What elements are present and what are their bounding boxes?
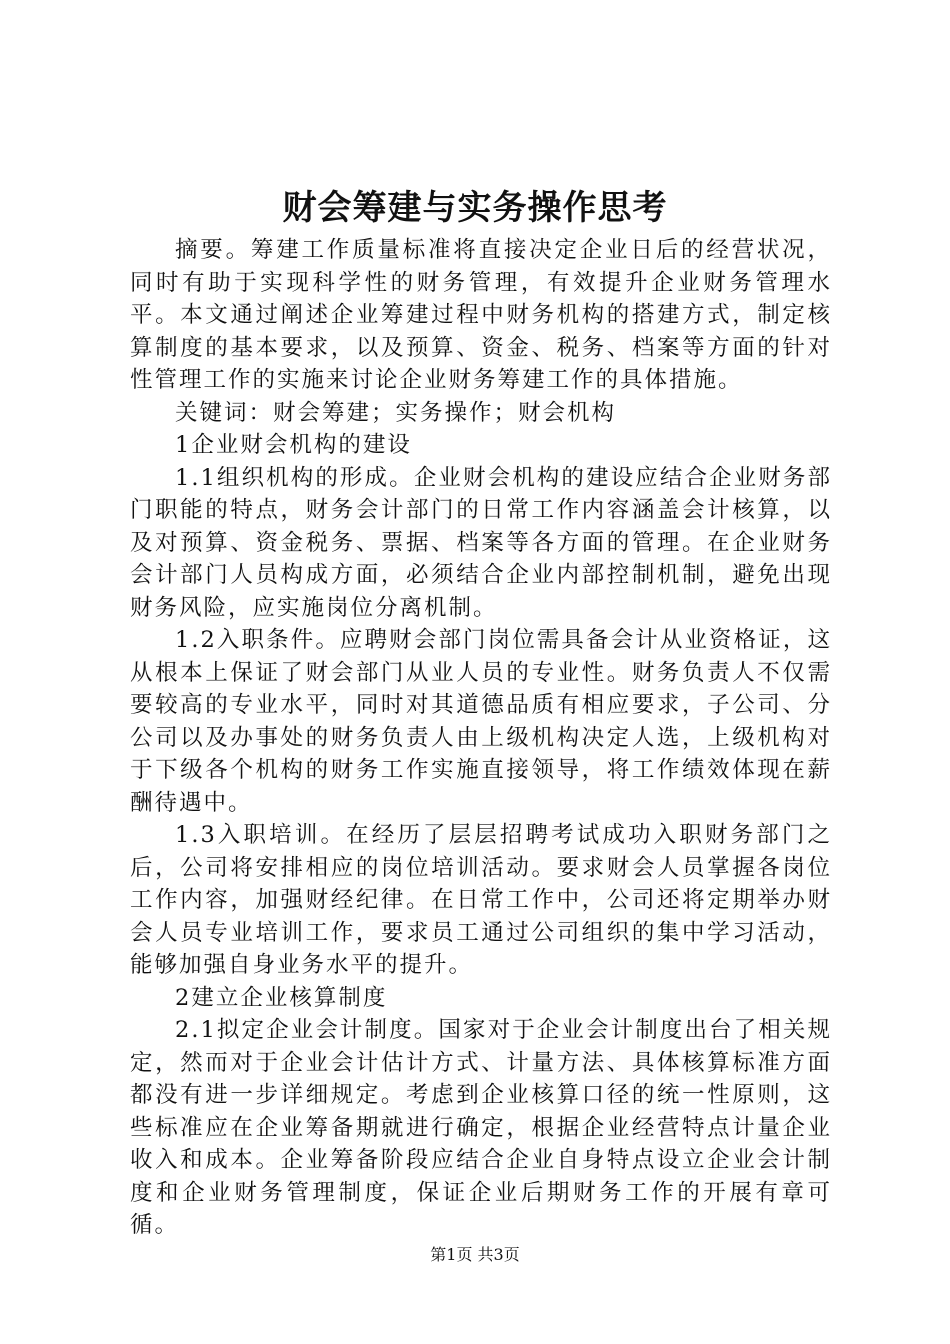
section-heading: 1企业财会机构的建设 bbox=[175, 432, 412, 458]
body-paragraph: 1.3入职培训。在经历了层层招聘考试成功入职财务部门之后，公司将安排相应的岗位培训活动。要求财会人员掌握各岗位工作内容，加强财经纪律。在日常工作中，公司还将定期举办财会人员专业培训工作，要求员工通过公司组织的集中学习活动，能够加强自身业务水平的提升。 bbox=[130, 822, 832, 978]
body-paragraph: 1.1组织机构的形成。企业财会机构的建设应结合企业财务部门职能的特点，财务会计部门的日常工作内容涵盖会计核算，以及对预算、资金税务、票据、档案等各方面的管理。在企业财务会计部门人员构成方面，必须结合企业内部控制机制，避免出现财务风险，应实施岗位分离机制。 bbox=[130, 464, 832, 621]
abstract-paragraph: 摘要。筹建工作质量标准将直接决定企业日后的经营状况，同时有助于实现科学性的财务管理，有效提升企业财务管理水平。本文通过阐述企业筹建过程中财务机构的搭建方式，制定核算制度的基本要求，以及预算、资金、税务、档案等方面的针对性管理工作的实施来讨论企业财务筹建工作的具体措施。 bbox=[130, 237, 832, 393]
document-title: 财会筹建与实务操作思考 bbox=[282, 188, 668, 228]
section-heading: 2建立企业核算制度 bbox=[175, 984, 388, 1011]
keywords-paragraph: 关键词：财会筹建；实务操作；财会机构 bbox=[175, 399, 617, 426]
document-body bbox=[130, 234, 832, 1242]
body-paragraph: 2.1拟定企业会计制度。国家对于企业会计制度出台了相关规定，然而对于企业会计估计方式、计量方法、具体核算标准方面都没有进一步详细规定。考虑到企业核算口径的统一性原则，这些标准应在企业筹备期就进行确定，根据企业经营特点计量企业收入和成本。企业筹备阶段应结合企业自身特点设立企业会计制度和企业财务管理制度，保证企业后期财务工作的开展有章可循。 bbox=[130, 1017, 832, 1238]
body-paragraph: 1.2入职条件。应聘财会部门岗位需具备会计从业资格证，这从根本上保证了财会部门从业人员的专业性。财务负责人不仅需要较高的专业水平，同时对其道德品质有相应要求，子公司、分公司以及办事处的财务负责人由上级机构决定人选，上级机构对于下级各个机构的财务工作实施直接领导，将工作绩效体现在薪酬待遇中。 bbox=[130, 627, 832, 816]
page-footer: 第1页 共3页 bbox=[430, 1245, 520, 1264]
